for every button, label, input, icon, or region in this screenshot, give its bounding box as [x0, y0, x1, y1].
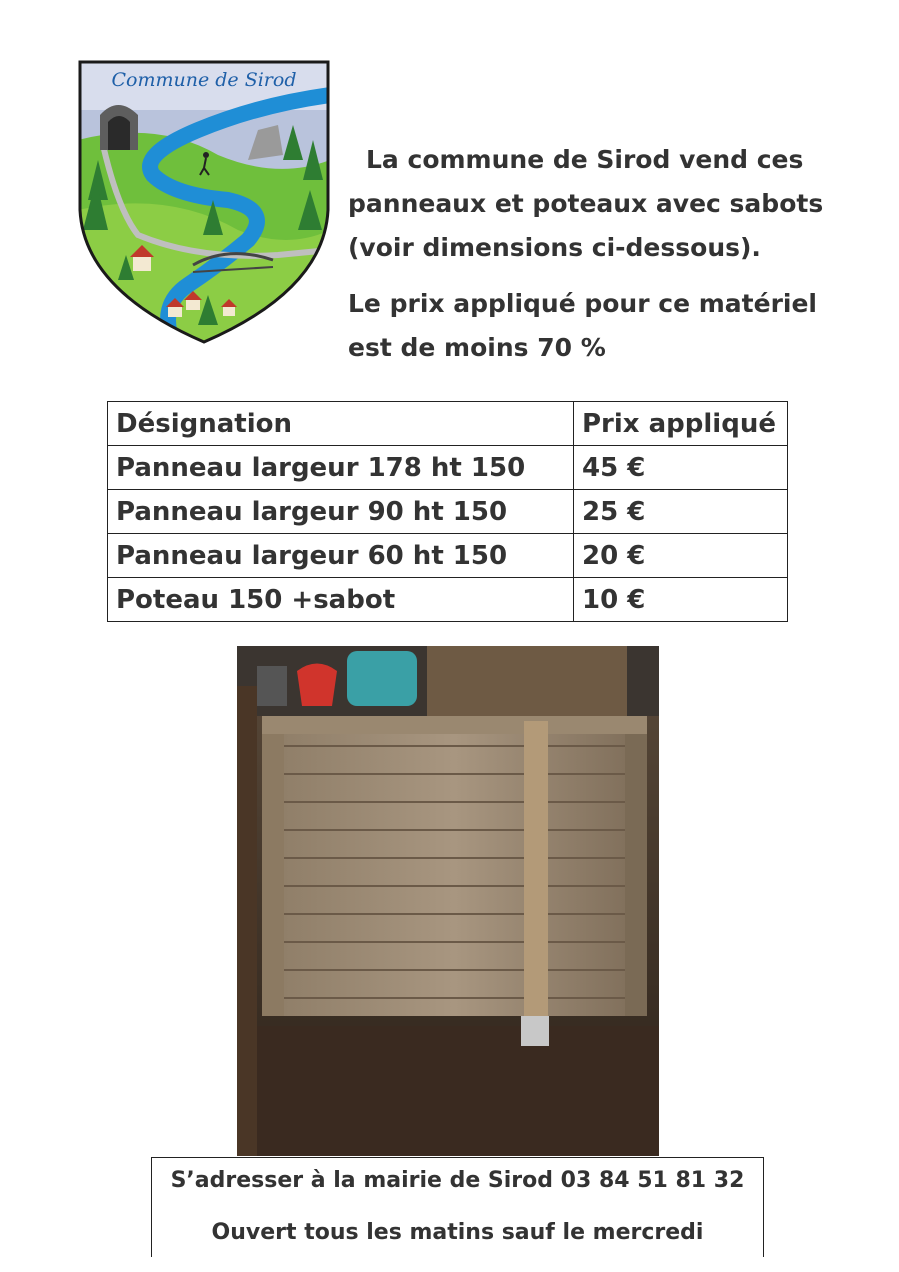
- table-cell-designation: Panneau largeur 90 ht 150: [108, 490, 574, 534]
- table-header-designation: Désignation: [108, 402, 574, 446]
- table-cell-designation: Poteau 150 +sabot: [108, 578, 574, 622]
- table-cell-price: 45 €: [574, 446, 788, 490]
- intro-line: est de moins 70 %: [348, 333, 606, 362]
- table-cell-price: 10 €: [574, 578, 788, 622]
- contact-box: [151, 1157, 764, 1257]
- price-note: [348, 282, 817, 370]
- table-cell-designation: Panneau largeur 178 ht 150: [108, 446, 574, 490]
- intro-paragraph: [348, 138, 823, 270]
- contact-phone-line: S’adresser à la mairie de Sirod 03 84 51 81 32: [170, 1168, 745, 1193]
- table-header-row: [108, 402, 788, 446]
- table-cell-price: 25 €: [574, 490, 788, 534]
- table-header-price: Prix appliqué: [574, 402, 788, 446]
- table-row: [108, 534, 788, 578]
- table-cell-price: 20 €: [574, 534, 788, 578]
- intro-line: panneaux et poteaux avec sabots: [348, 189, 824, 218]
- intro-line: (voir dimensions ci-dessous).: [348, 233, 761, 262]
- intro-line: Le prix appliqué pour ce matériel: [348, 289, 817, 318]
- opening-hours-line: Ouvert tous les matins sauf le mercredi: [211, 1220, 704, 1245]
- commune-crest-logo: [78, 60, 330, 344]
- table-row: [108, 446, 788, 490]
- price-table: [107, 401, 788, 622]
- crest-banner-text: Commune de Sirod: [111, 69, 297, 91]
- table-row: [108, 490, 788, 534]
- wooden-panel-photo: [237, 646, 659, 1156]
- table-row: [108, 578, 788, 622]
- intro-line: La commune de Sirod vend ces: [366, 145, 804, 174]
- table-cell-designation: Panneau largeur 60 ht 150: [108, 534, 574, 578]
